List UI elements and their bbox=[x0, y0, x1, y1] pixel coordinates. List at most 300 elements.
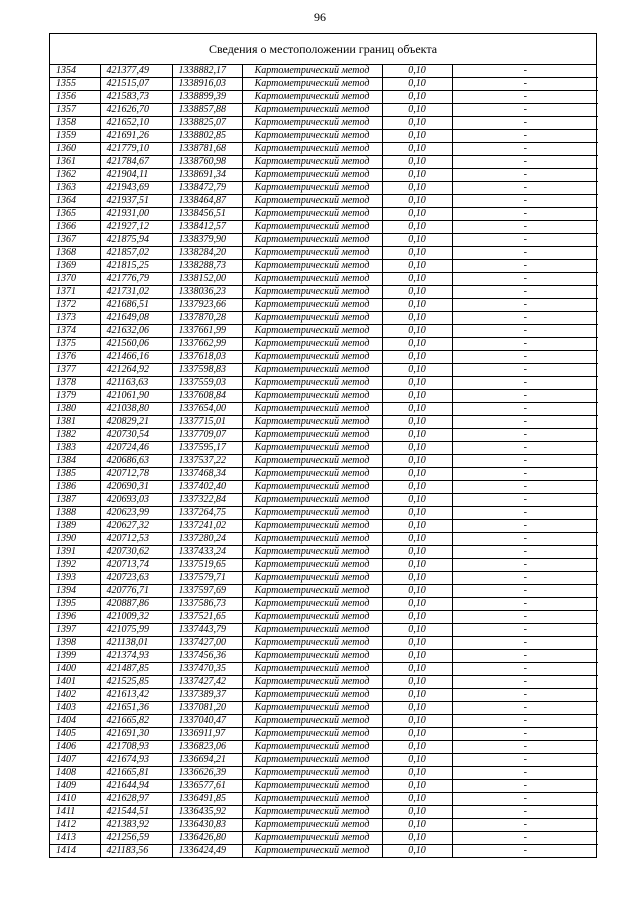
description-cell: - bbox=[452, 767, 598, 780]
precision-cell: 0,10 bbox=[382, 585, 452, 598]
x-coordinate-cell: 421937,51 bbox=[100, 195, 172, 208]
method-cell: Картометрический метод bbox=[242, 273, 382, 286]
method-cell: Картометрический метод bbox=[242, 819, 382, 832]
y-coordinate-cell: 1338036,23 bbox=[172, 286, 242, 299]
x-coordinate-cell: 421377,49 bbox=[100, 65, 172, 78]
method-cell: Картометрический метод bbox=[242, 624, 382, 637]
point-number-cell: 1375 bbox=[50, 338, 100, 351]
precision-cell: 0,10 bbox=[382, 442, 452, 455]
method-cell: Картометрический метод bbox=[242, 117, 382, 130]
table-row bbox=[50, 507, 598, 520]
point-number-cell: 1405 bbox=[50, 728, 100, 741]
precision-cell: 0,10 bbox=[382, 416, 452, 429]
precision-cell: 0,10 bbox=[382, 832, 452, 845]
table-row bbox=[50, 429, 598, 442]
x-coordinate-cell: 421691,30 bbox=[100, 728, 172, 741]
table-row bbox=[50, 663, 598, 676]
point-number-cell: 1412 bbox=[50, 819, 100, 832]
y-coordinate-cell: 1338857,88 bbox=[172, 104, 242, 117]
y-coordinate-cell: 1337715,01 bbox=[172, 416, 242, 429]
precision-cell: 0,10 bbox=[382, 260, 452, 273]
x-coordinate-cell: 421665,82 bbox=[100, 715, 172, 728]
y-coordinate-cell: 1338284,20 bbox=[172, 247, 242, 260]
method-cell: Картометрический метод bbox=[242, 754, 382, 767]
method-cell: Картометрический метод bbox=[242, 507, 382, 520]
description-cell: - bbox=[452, 195, 598, 208]
table-row bbox=[50, 806, 598, 819]
precision-cell: 0,10 bbox=[382, 559, 452, 572]
table-row bbox=[50, 143, 598, 156]
y-coordinate-cell: 1338781,68 bbox=[172, 143, 242, 156]
point-number-cell: 1396 bbox=[50, 611, 100, 624]
method-cell: Картометрический метод bbox=[242, 182, 382, 195]
x-coordinate-cell: 421544,51 bbox=[100, 806, 172, 819]
table-row bbox=[50, 611, 598, 624]
description-cell: - bbox=[452, 793, 598, 806]
x-coordinate-cell: 421626,70 bbox=[100, 104, 172, 117]
method-cell: Картометрический метод bbox=[242, 559, 382, 572]
x-coordinate-cell: 421652,10 bbox=[100, 117, 172, 130]
precision-cell: 0,10 bbox=[382, 468, 452, 481]
description-cell: - bbox=[452, 741, 598, 754]
table-row bbox=[50, 481, 598, 494]
x-coordinate-cell: 420693,03 bbox=[100, 494, 172, 507]
table-row bbox=[50, 572, 598, 585]
point-number-cell: 1394 bbox=[50, 585, 100, 598]
point-number-cell: 1367 bbox=[50, 234, 100, 247]
table-row bbox=[50, 442, 598, 455]
table-row bbox=[50, 598, 598, 611]
y-coordinate-cell: 1336430,83 bbox=[172, 819, 242, 832]
x-coordinate-cell: 420829,21 bbox=[100, 416, 172, 429]
table-row bbox=[50, 793, 598, 806]
x-coordinate-cell: 421943,69 bbox=[100, 182, 172, 195]
y-coordinate-cell: 1337598,83 bbox=[172, 364, 242, 377]
y-coordinate-cell: 1336491,85 bbox=[172, 793, 242, 806]
y-coordinate-cell: 1338472,79 bbox=[172, 182, 242, 195]
precision-cell: 0,10 bbox=[382, 273, 452, 286]
y-coordinate-cell: 1337595,17 bbox=[172, 442, 242, 455]
table-row bbox=[50, 364, 598, 377]
description-cell: - bbox=[523, 845, 527, 856]
description-cell: - bbox=[452, 702, 598, 715]
x-coordinate-cell: 421038,80 bbox=[100, 403, 172, 416]
method-cell: Картометрический метод bbox=[242, 546, 382, 559]
table-row bbox=[50, 741, 598, 754]
x-coordinate-cell: 421665,81 bbox=[100, 767, 172, 780]
description-cell: - bbox=[452, 520, 598, 533]
description-cell: - bbox=[452, 754, 598, 767]
y-coordinate-cell: 1338802,85 bbox=[172, 130, 242, 143]
x-coordinate-cell: 421163,63 bbox=[100, 377, 172, 390]
point-number-cell: 1362 bbox=[50, 169, 100, 182]
x-coordinate-cell: 421061,90 bbox=[100, 390, 172, 403]
x-coordinate-cell: 421515,07 bbox=[100, 78, 172, 91]
method-cell: Картометрический метод bbox=[242, 650, 382, 663]
y-coordinate-cell: 1338691,34 bbox=[172, 169, 242, 182]
point-number-cell: 1368 bbox=[50, 247, 100, 260]
description-cell: - bbox=[452, 117, 598, 130]
point-number-cell: 1378 bbox=[50, 377, 100, 390]
precision-cell: 0,10 bbox=[382, 351, 452, 364]
y-coordinate-cell: 1337081,20 bbox=[172, 702, 242, 715]
description-cell: - bbox=[452, 598, 598, 611]
description-cell: - bbox=[452, 78, 598, 91]
precision-cell: 0,10 bbox=[382, 481, 452, 494]
method-cell: Картометрический метод bbox=[242, 793, 382, 806]
table-row bbox=[50, 715, 598, 728]
y-coordinate-cell: 1336426,80 bbox=[172, 832, 242, 845]
description-cell: - bbox=[452, 299, 598, 312]
description-cell: - bbox=[452, 572, 598, 585]
table-row bbox=[50, 585, 598, 598]
description-cell: - bbox=[452, 390, 598, 403]
x-coordinate-cell: 421374,93 bbox=[100, 650, 172, 663]
point-number-cell: 1414 bbox=[50, 845, 100, 858]
method-cell: Картометрический метод bbox=[242, 845, 382, 858]
table-row bbox=[50, 702, 598, 715]
y-coordinate-cell: 1337661,99 bbox=[172, 325, 242, 338]
point-number-cell: 1382 bbox=[50, 429, 100, 442]
table-row bbox=[50, 624, 598, 637]
table-row bbox=[50, 754, 598, 767]
coordinates-table bbox=[50, 65, 598, 857]
y-coordinate-cell: 1336694,21 bbox=[172, 754, 242, 767]
table-row bbox=[50, 637, 598, 650]
point-number-cell: 1407 bbox=[50, 754, 100, 767]
x-coordinate-cell: 420623,99 bbox=[100, 507, 172, 520]
y-coordinate-cell: 1337241,02 bbox=[172, 520, 242, 533]
point-number-cell: 1358 bbox=[50, 117, 100, 130]
precision-cell: 0,10 bbox=[382, 819, 452, 832]
description-cell: - bbox=[452, 143, 598, 156]
method-cell: Картометрический метод bbox=[242, 832, 382, 845]
y-coordinate-cell: 1338456,51 bbox=[172, 208, 242, 221]
precision-cell: 0,10 bbox=[382, 637, 452, 650]
description-cell: - bbox=[452, 481, 598, 494]
method-cell: Картометрический метод bbox=[242, 715, 382, 728]
point-number-cell: 1369 bbox=[50, 260, 100, 273]
x-coordinate-cell: 421931,00 bbox=[100, 208, 172, 221]
precision-cell: 0,10 bbox=[382, 221, 452, 234]
y-coordinate-cell: 1337427,42 bbox=[172, 676, 242, 689]
y-coordinate-cell: 1337618,03 bbox=[172, 351, 242, 364]
precision-cell: 0,10 bbox=[382, 182, 452, 195]
x-coordinate-cell: 421383,92 bbox=[100, 819, 172, 832]
point-number-cell: 1410 bbox=[50, 793, 100, 806]
description-cell: - bbox=[452, 260, 598, 273]
description-cell: - bbox=[452, 65, 598, 78]
description-cell: - bbox=[452, 637, 598, 650]
description-cell: - bbox=[452, 312, 598, 325]
description-cell: - bbox=[452, 689, 598, 702]
description-cell: - bbox=[452, 832, 598, 845]
x-coordinate-cell: 420887,86 bbox=[100, 598, 172, 611]
table-row bbox=[50, 195, 598, 208]
description-cell: - bbox=[452, 533, 598, 546]
table-row bbox=[50, 273, 598, 286]
table-row bbox=[50, 728, 598, 741]
precision-cell: 0,10 bbox=[382, 715, 452, 728]
x-coordinate-cell: 420776,71 bbox=[100, 585, 172, 598]
description-cell: - bbox=[452, 676, 598, 689]
description-cell: - bbox=[452, 728, 598, 741]
method-cell: Картометрический метод bbox=[242, 91, 382, 104]
y-coordinate-cell: 1337040,47 bbox=[172, 715, 242, 728]
table-row bbox=[50, 676, 598, 689]
precision-cell: 0,10 bbox=[382, 663, 452, 676]
y-coordinate-cell: 1337402,40 bbox=[172, 481, 242, 494]
precision-cell: 0,10 bbox=[382, 91, 452, 104]
x-coordinate-cell: 421815,25 bbox=[100, 260, 172, 273]
precision-cell: 0,10 bbox=[382, 754, 452, 767]
y-coordinate-cell: 1337521,65 bbox=[172, 611, 242, 624]
method-cell: Картометрический метод bbox=[242, 299, 382, 312]
point-number-cell: 1393 bbox=[50, 572, 100, 585]
y-coordinate-cell: 1338152,00 bbox=[172, 273, 242, 286]
x-coordinate-cell: 421779,10 bbox=[100, 143, 172, 156]
point-number-cell: 1373 bbox=[50, 312, 100, 325]
description-cell: - bbox=[452, 169, 598, 182]
precision-cell: 0,10 bbox=[382, 156, 452, 169]
description-cell: - bbox=[452, 247, 598, 260]
x-coordinate-cell: 421651,36 bbox=[100, 702, 172, 715]
y-coordinate-cell: 1338882,17 bbox=[172, 65, 242, 78]
point-number-cell: 1413 bbox=[50, 832, 100, 845]
y-coordinate-cell: 1337433,24 bbox=[172, 546, 242, 559]
x-coordinate-cell: 421708,93 bbox=[100, 741, 172, 754]
y-coordinate-cell: 1337470,35 bbox=[172, 663, 242, 676]
precision-cell: 0,10 bbox=[382, 65, 452, 78]
x-coordinate-cell: 421628,97 bbox=[100, 793, 172, 806]
table-row bbox=[50, 156, 598, 169]
y-coordinate-cell: 1337559,03 bbox=[172, 377, 242, 390]
method-cell: Картометрический метод bbox=[242, 312, 382, 325]
description-cell: - bbox=[452, 377, 598, 390]
precision-cell: 0,10 bbox=[382, 546, 452, 559]
table-row bbox=[50, 65, 598, 78]
y-coordinate-cell: 1337870,28 bbox=[172, 312, 242, 325]
y-coordinate-cell: 1338412,57 bbox=[172, 221, 242, 234]
y-coordinate-cell: 1338379,90 bbox=[172, 234, 242, 247]
description-cell: - bbox=[452, 208, 598, 221]
point-number-cell: 1370 bbox=[50, 273, 100, 286]
y-coordinate-cell: 1336424,49 bbox=[172, 845, 242, 858]
precision-cell: 0,10 bbox=[382, 650, 452, 663]
description-cell: - bbox=[452, 182, 598, 195]
point-number-cell: 1381 bbox=[50, 416, 100, 429]
table-row bbox=[50, 351, 598, 364]
table-row bbox=[50, 325, 598, 338]
method-cell: Картометрический метод bbox=[242, 169, 382, 182]
precision-cell: 0,10 bbox=[382, 234, 452, 247]
y-coordinate-cell: 1336626,39 bbox=[172, 767, 242, 780]
precision-cell: 0,10 bbox=[382, 143, 452, 156]
point-number-cell: 1380 bbox=[50, 403, 100, 416]
point-number-cell: 1376 bbox=[50, 351, 100, 364]
precision-cell: 0,10 bbox=[382, 338, 452, 351]
precision-cell: 0,10 bbox=[382, 507, 452, 520]
table-row bbox=[50, 494, 598, 507]
point-number-cell: 1383 bbox=[50, 442, 100, 455]
x-coordinate-cell: 421686,51 bbox=[100, 299, 172, 312]
table-row bbox=[50, 169, 598, 182]
x-coordinate-cell: 420712,78 bbox=[100, 468, 172, 481]
x-coordinate-cell: 420730,62 bbox=[100, 546, 172, 559]
method-cell: Картометрический метод bbox=[242, 78, 382, 91]
description-cell: - bbox=[452, 273, 598, 286]
precision-cell: 0,10 bbox=[382, 364, 452, 377]
table-row bbox=[50, 338, 598, 351]
table-row bbox=[50, 234, 598, 247]
description-cell: - bbox=[452, 104, 598, 117]
point-number-cell: 1397 bbox=[50, 624, 100, 637]
table-row bbox=[50, 650, 598, 663]
x-coordinate-cell: 421466,16 bbox=[100, 351, 172, 364]
point-number-cell: 1364 bbox=[50, 195, 100, 208]
precision-cell: 0,10 bbox=[382, 806, 452, 819]
y-coordinate-cell: 1337427,00 bbox=[172, 637, 242, 650]
y-coordinate-cell: 1337709,07 bbox=[172, 429, 242, 442]
precision-cell: 0,10 bbox=[382, 117, 452, 130]
method-cell: Картометрический метод bbox=[242, 702, 382, 715]
point-number-cell: 1386 bbox=[50, 481, 100, 494]
precision-cell: 0,10 bbox=[382, 286, 452, 299]
point-number-cell: 1395 bbox=[50, 598, 100, 611]
x-coordinate-cell: 420713,74 bbox=[100, 559, 172, 572]
y-coordinate-cell: 1337597,69 bbox=[172, 585, 242, 598]
x-coordinate-cell: 421264,92 bbox=[100, 364, 172, 377]
y-coordinate-cell: 1337264,75 bbox=[172, 507, 242, 520]
table-row bbox=[50, 247, 598, 260]
method-cell: Картометрический метод bbox=[242, 208, 382, 221]
precision-cell: 0,10 bbox=[382, 689, 452, 702]
description-cell: - bbox=[452, 819, 598, 832]
method-cell: Картометрический метод bbox=[242, 598, 382, 611]
x-coordinate-cell: 421256,59 bbox=[100, 832, 172, 845]
y-coordinate-cell: 1337468,34 bbox=[172, 468, 242, 481]
method-cell: Картометрический метод bbox=[242, 130, 382, 143]
x-coordinate-cell: 420686,63 bbox=[100, 455, 172, 468]
point-number-cell: 1355 bbox=[50, 78, 100, 91]
method-cell: Картометрический метод bbox=[242, 689, 382, 702]
table-row bbox=[50, 286, 598, 299]
sheet-title: Сведения о местоположении границ объекта bbox=[50, 34, 596, 65]
description-cell: - bbox=[452, 286, 598, 299]
method-cell: Картометрический метод bbox=[242, 195, 382, 208]
description-cell: - bbox=[452, 507, 598, 520]
precision-cell: 0,10 bbox=[382, 780, 452, 793]
table-row bbox=[50, 559, 598, 572]
precision-cell: 0,10 bbox=[382, 247, 452, 260]
point-number-cell: 1401 bbox=[50, 676, 100, 689]
description-cell: - bbox=[452, 611, 598, 624]
method-cell: Картометрический метод bbox=[242, 156, 382, 169]
method-cell: Картометрический метод bbox=[242, 221, 382, 234]
table-row bbox=[50, 390, 598, 403]
point-number-cell: 1403 bbox=[50, 702, 100, 715]
precision-cell: 0,10 bbox=[382, 455, 452, 468]
y-coordinate-cell: 1337456,36 bbox=[172, 650, 242, 663]
description-cell: - bbox=[452, 442, 598, 455]
description-cell: - bbox=[452, 546, 598, 559]
x-coordinate-cell: 421183,56 bbox=[100, 845, 172, 858]
table-row bbox=[50, 208, 598, 221]
precision-cell: 0,10 bbox=[382, 195, 452, 208]
method-cell: Картометрический метод bbox=[242, 481, 382, 494]
table-row bbox=[50, 260, 598, 273]
method-cell: Картометрический метод bbox=[242, 286, 382, 299]
x-coordinate-cell: 420724,46 bbox=[100, 442, 172, 455]
table-row bbox=[50, 104, 598, 117]
table-row bbox=[50, 130, 598, 143]
y-coordinate-cell: 1337586,73 bbox=[172, 598, 242, 611]
boundary-info-sheet bbox=[49, 33, 597, 858]
point-number-cell: 1365 bbox=[50, 208, 100, 221]
table-row bbox=[50, 468, 598, 481]
point-number-cell: 1357 bbox=[50, 104, 100, 117]
method-cell: Картометрический метод bbox=[242, 234, 382, 247]
precision-cell: 0,10 bbox=[382, 728, 452, 741]
point-number-cell: 1359 bbox=[50, 130, 100, 143]
point-number-cell: 1385 bbox=[50, 468, 100, 481]
x-coordinate-cell: 421776,79 bbox=[100, 273, 172, 286]
y-coordinate-cell: 1337280,24 bbox=[172, 533, 242, 546]
description-cell: - bbox=[452, 156, 598, 169]
point-number-cell: 1361 bbox=[50, 156, 100, 169]
x-coordinate-cell: 421875,94 bbox=[100, 234, 172, 247]
description-cell: - bbox=[452, 494, 598, 507]
y-coordinate-cell: 1336577,61 bbox=[172, 780, 242, 793]
point-number-cell: 1366 bbox=[50, 221, 100, 234]
precision-cell: 0,10 bbox=[382, 208, 452, 221]
x-coordinate-cell: 421560,06 bbox=[100, 338, 172, 351]
description-cell: - bbox=[452, 325, 598, 338]
precision-cell: 0,10 bbox=[382, 169, 452, 182]
x-coordinate-cell: 421075,99 bbox=[100, 624, 172, 637]
precision-cell: 0,10 bbox=[382, 793, 452, 806]
precision-cell: 0,10 bbox=[382, 598, 452, 611]
method-cell: Картометрический метод bbox=[242, 585, 382, 598]
description-cell: - bbox=[452, 91, 598, 104]
x-coordinate-cell: 421009,32 bbox=[100, 611, 172, 624]
table-row bbox=[50, 780, 598, 793]
y-coordinate-cell: 1337608,84 bbox=[172, 390, 242, 403]
y-coordinate-cell: 1337322,84 bbox=[172, 494, 242, 507]
y-coordinate-cell: 1338760,98 bbox=[172, 156, 242, 169]
method-cell: Картометрический метод bbox=[242, 351, 382, 364]
method-cell: Картометрический метод bbox=[242, 403, 382, 416]
point-number-cell: 1390 bbox=[50, 533, 100, 546]
precision-cell: 0,10 bbox=[382, 299, 452, 312]
method-cell: Картометрический метод bbox=[242, 260, 382, 273]
x-coordinate-cell: 421487,85 bbox=[100, 663, 172, 676]
method-cell: Картометрический метод bbox=[242, 780, 382, 793]
description-cell: - bbox=[452, 364, 598, 377]
method-cell: Картометрический метод bbox=[242, 364, 382, 377]
description-cell: - bbox=[452, 403, 598, 416]
method-cell: Картометрический метод bbox=[242, 741, 382, 754]
y-coordinate-cell: 1337389,37 bbox=[172, 689, 242, 702]
method-cell: Картометрический метод bbox=[242, 104, 382, 117]
x-coordinate-cell: 421857,02 bbox=[100, 247, 172, 260]
method-cell: Картометрический метод bbox=[242, 767, 382, 780]
y-coordinate-cell: 1338899,39 bbox=[172, 91, 242, 104]
point-number-cell: 1402 bbox=[50, 689, 100, 702]
description-cell: - bbox=[452, 221, 598, 234]
table-row bbox=[50, 533, 598, 546]
point-number-cell: 1384 bbox=[50, 455, 100, 468]
